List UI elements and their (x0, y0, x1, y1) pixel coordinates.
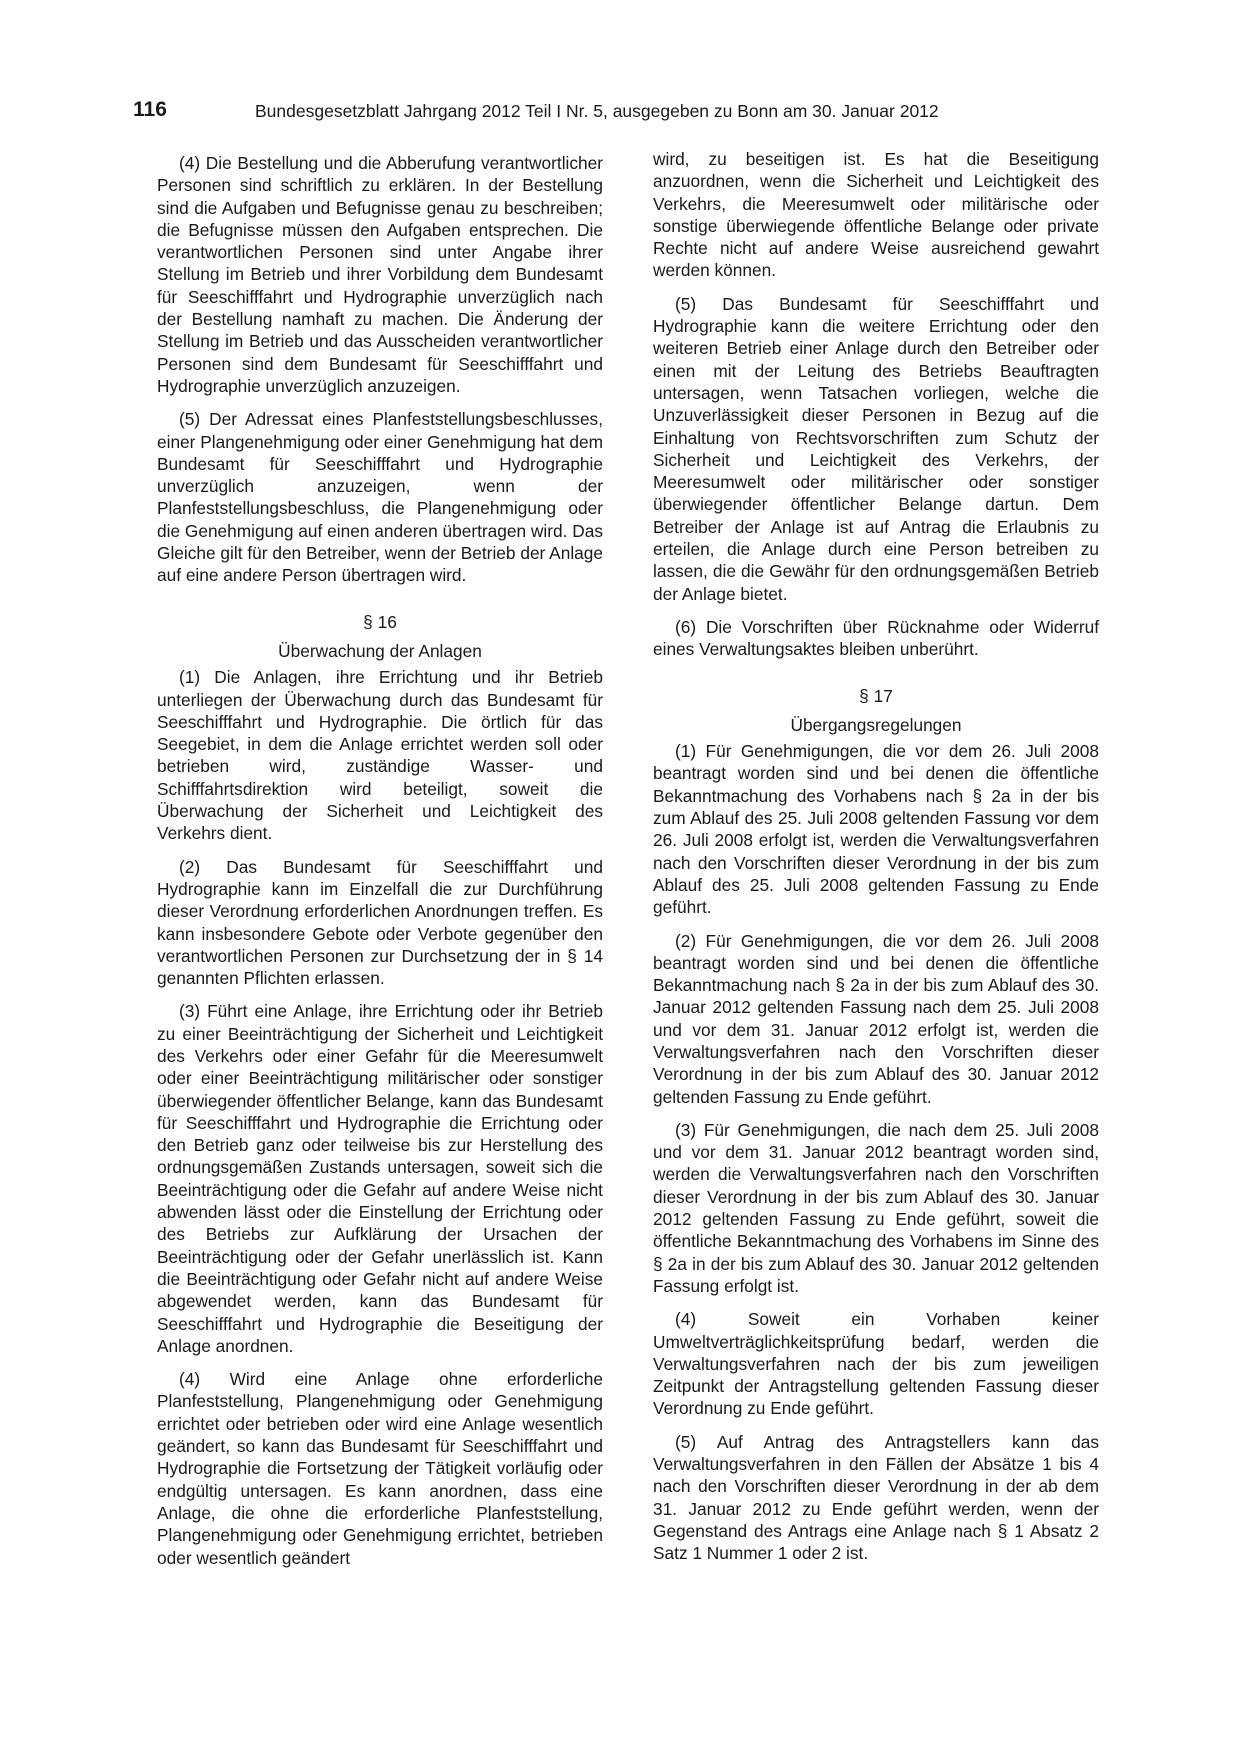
section-number-16: § 16 (363, 611, 397, 632)
paragraph-16-6: (6) Die Vorschriften über Rücknahme oder Widerruf eines Verwaltungsaktes bleiben unberührt. (653, 616, 1099, 660)
paragraph-16-3: (3) Führt eine Anlage, ihre Errichtung oder ihr Betrieb zu einer Beeinträchtigung der Sicherheit und Leichtigkeit des Verkehrs oder einer Gefahr für die Meeresumwelt oder einer Beeinträchtigung militärischer oder sonstiger überwiegender öffentlicher Belange, kann das Bundesamt für Seeschifffahrt und Hydrographie die Errichtung oder den Betrieb ganz oder teilweise bis zur Herstellung des ordnungsgemäßen Zustands untersagen, soweit sich die Beeinträchtigung oder die Gefahr auf andere Weise nicht abwenden lässt oder die Einstellung der Errichtung oder des Betriebs zur Aufklärung der Ursachen der Beeinträchtigung oder der Gefahr unerlässlich ist. Kann die Beeinträchtigung oder Gefahr nicht auf andere Weise abgewendet werden, kann das Bundesamt für Seeschifffahrt und Hydrographie die Beseitigung der Anlage anordnen. (157, 1001, 603, 1356)
section-title-17: Übergangsregelungen (790, 714, 962, 735)
paragraph-15-4: (4) Die Bestellung und die Abberufung verantwortlicher Personen sind schriftlich zu erklären. In der Bestellung sind die Aufgaben und Befugnisse genau zu beschreiben; die Befugnisse müssen den Aufgaben entsprechen. Die verantwortlichen Personen sind unter Angabe ihrer Stellung im Betrieb und ihrer Vorbildung dem Bundesamt für Seeschifffahrt und Hydrographie unverzüglich nach der Bestellung namhaft zu machen. Die Änderung der Stellung im Betrieb und das Ausscheiden verantwortlicher Personen sind dem Bundesamt für Seeschifffahrt und Hydrographie unverzüglich anzuzeigen. (157, 153, 603, 396)
paragraph-16-1: (1) Die Anlagen, ihre Errichtung und ihr Betrieb unterliegen der Überwachung durch das Bundesamt für Seeschifffahrt und Hydrographie. Die örtlich für das Seegebiet, in dem die Anlage errichtet werden soll oder betrieben wird, zuständige Wasser- und Schifffahrtsdirektion wird beteiligt, soweit die Überwachung der Sicherheit und Leichtigkeit des Verkehrs dient. (157, 667, 603, 844)
section-number-17: § 17 (859, 685, 893, 706)
section-title-16: Überwachung der Anlagen (278, 640, 482, 661)
left-column (157, 152, 603, 1580)
paragraph-17-5: (5) Auf Antrag des Antragstellers kann das Verwaltungsverfahren in den Fällen der Absätze 1 bis 4 nach den Vorschriften dieser Verordnung in der ab dem 31. Januar 2012 zu Ende geführt werden, wenn der Gegenstand des Antrags eine Anlage nach § 1 Absatz 2 Satz 1 Nummer 1 oder 2 ist. (653, 1431, 1099, 1564)
paragraph-17-2: (2) Für Genehmigungen, die vor dem 26. Juli 2008 beantragt worden sind und bei denen die öffentliche Bekanntmachung nach § 2a in der bis zum Ablauf des 30. Januar 2012 geltenden Fassung nach dem 25. Juli 2008 und vor dem 31. Januar 2012 erfolgt ist, werden die Verwaltungsverfahren nach den Vorschriften dieser Verordnung in der bis zum Ablauf des 30. Januar 2012 geltenden Fassung zu Ende geführt. (653, 930, 1099, 1107)
paragraph-17-3: (3) Für Genehmigungen, die nach dem 25. Juli 2008 und vor dem 31. Januar 2012 beantragt worden sind, werden die Verwaltungsverfahren nach den Vorschriften dieser Verordnung in der bis zum Ablauf des 30. Januar 2012 geltenden Fassung zu Ende geführt, soweit die öffentliche Bekanntmachung des Vorhabens im Sinne des § 2a in der bis zum Ablauf des 30. Januar 2012 geltenden Fassung erfolgt ist. (653, 1119, 1099, 1296)
running-header: Bundesgesetzblatt Jahrgang 2012 Teil I Nr. 5, ausgegeben zu Bonn am 30. Januar 2012 (255, 101, 939, 121)
paragraph-17-4: (4) Soweit ein Vorhaben keiner Umweltverträglichkeitsprüfung bedarf, werden die Verwaltungsverfahren nach der bis zum jeweiligen Zeitpunkt der Antragstellung geltenden Fassung dieser Verordnung zu Ende geführt. (653, 1309, 1099, 1419)
paragraph-17-1: (1) Für Genehmigungen, die vor dem 26. Juli 2008 beantragt worden sind und bei denen die öffentliche Bekanntmachung des Vorhabens nach § 2a in der bis zum Ablauf des 25. Juli 2008 geltenden Fassung vor dem 26. Juli 2008 erfolgt ist, werden die Verwaltungsverfahren nach den Vorschriften dieser Verordnung in der bis zum Ablauf des 25. Juli 2008 geltenden Fassung zu Ende geführt. (653, 741, 1099, 918)
right-column (653, 148, 1099, 1576)
page-number: 116 (133, 98, 167, 121)
paragraph-16-4: (4) Wird eine Anlage ohne erforderliche Planfeststellung, Plangenehmigung oder Genehmigung errichtet oder betrieben oder wird eine Anlage wesentlich geändert, so kann das Bundesamt für Seeschifffahrt und Hydrographie die Fortsetzung der Tätigkeit vorläufig oder endgültig untersagen. Es kann anordnen, dass eine Anlage, die ohne die erforderliche Planfeststellung, Plangenehmigung oder Genehmigung errichtet, betrieben oder wesentlich geändert (157, 1369, 603, 1568)
paragraph-16-5: (5) Das Bundesamt für Seeschifffahrt und Hydrographie kann die weitere Errichtung oder den weiteren Betrieb einer Anlage durch den Betreiber oder einen mit der Leitung des Betriebs Beauftragten untersagen, wenn Tatsachen vorliegen, welche die Unzuverlässigkeit dieser Personen in Bezug auf die Einhaltung von Rechtsvorschriften zum Schutz der Sicherheit und Leichtigkeit des Verkehrs, der Meeresumwelt oder militärischer oder sonstiger überwiegender öffentlicher Belange dartun. Dem Betreiber der Anlage ist auf Antrag die Erlaubnis zu erteilen, die Anlage durch eine Person betreiben zu lassen, die die Gewähr für den ordnungsgemäßen Betrieb der Anlage bietet. (653, 293, 1099, 604)
paragraph-15-5: (5) Der Adressat eines Planfeststellungsbeschlusses, einer Plangenehmigung oder einer Genehmigung hat dem Bundesamt für Seeschifffahrt und Hydrographie unverzüglich anzuzeigen, wenn der Planfeststellungsbeschluss, die Plangenehmigung oder die Genehmigung auf einen anderen übertragen wird. Das Gleiche gilt für den Betreiber, wenn der Betrieb der Anlage auf eine andere Person übertragen wird. (157, 409, 603, 586)
paragraph-16-2: (2) Das Bundesamt für Seeschifffahrt und Hydrographie kann im Einzelfall die zur Durchführung dieser Verordnung erforderlichen Anordnungen treffen. Es kann insbesondere Gebote oder Verbote gegenüber den verantwortlichen Personen zur Durchsetzung der in § 14 genannten Pflichten erlassen. (157, 856, 603, 989)
paragraph-16-4-continued: wird, zu beseitigen ist. Es hat die Beseitigung anzuordnen, wenn die Sicherheit und Leichtigkeit des Verkehrs, die Meeresumwelt oder militärische oder sonstige überwiegende öffentliche Belange oder private Rechte nicht auf andere Weise ausreichend gewahrt werden können. (653, 149, 1099, 281)
